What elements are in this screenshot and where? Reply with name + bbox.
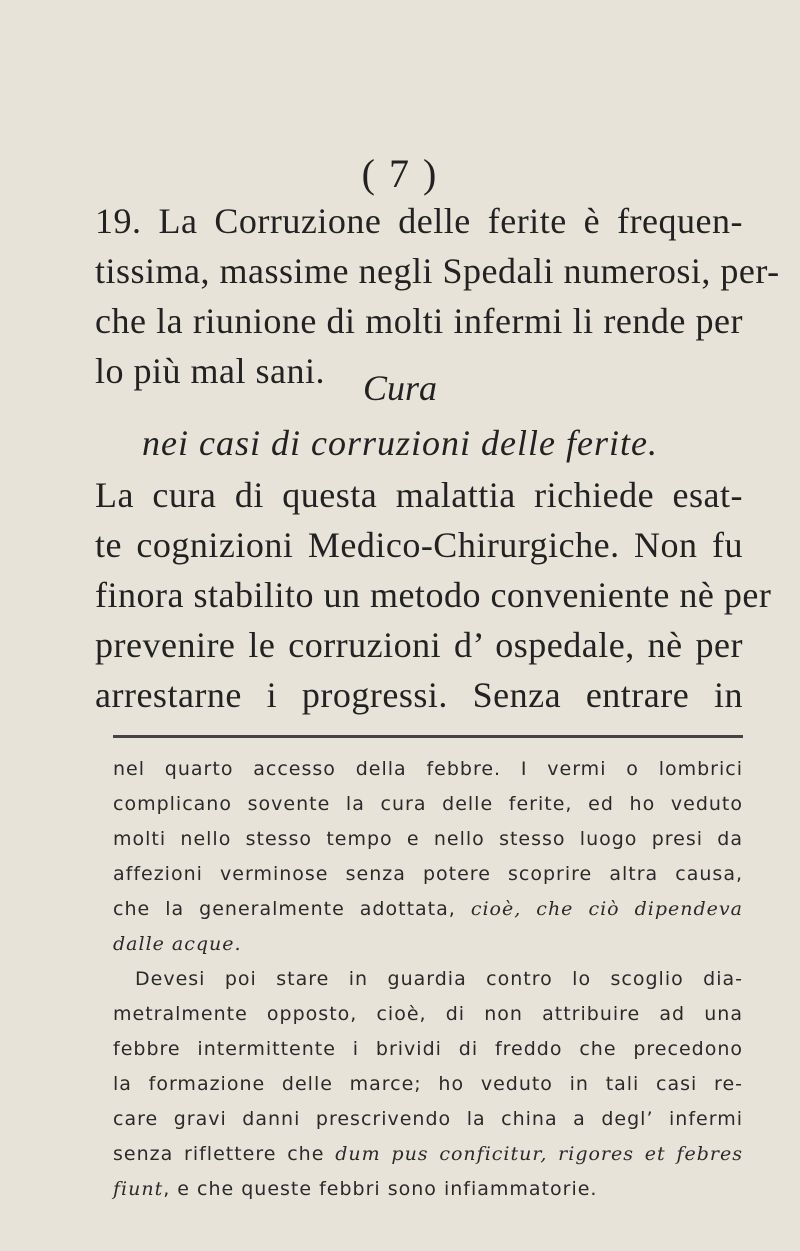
- footnote-text: che la generalmente adottata,: [113, 898, 471, 920]
- section-title: Cura: [362, 368, 438, 408]
- footnote-line: metralmente opposto, cioè, di non attribuire ad una: [113, 1003, 743, 1025]
- footnote-italic-text: fiunt: [113, 1178, 164, 1200]
- footnote-line: complicano sovente la cura delle ferite, ed ho veduto: [113, 793, 743, 815]
- footnote-line: Devesi poi stare in guardia contro lo scoglio dia-: [135, 968, 743, 990]
- paragraph-2: [95, 470, 772, 720]
- footnote-text: senza riflettere che: [113, 1143, 336, 1165]
- footnote-line: [113, 892, 743, 927]
- section-subtitle: nei casi di corruzioni delle ferite.: [142, 423, 658, 463]
- text-line: prevenire le corruzioni d’ ospedale, nè per: [95, 625, 743, 665]
- footnote-line: [113, 1172, 743, 1207]
- footnote-line: molti nello stesso tempo e nello stesso luogo presi da: [113, 828, 743, 850]
- footnote-line: care gravi danni prescrivendo la china a degl’ infermi: [113, 1108, 743, 1130]
- page-number: ( 7 ): [361, 151, 439, 196]
- footnote-italic-text: dum pus conficitur, rigores et febres: [335, 1143, 743, 1165]
- footnote-text: , e che queste febbri sono infiammatorie.: [163, 1178, 598, 1200]
- footnote-line: febbre intermittente i brividi di freddo che precedono: [113, 1038, 743, 1060]
- text-line: 19. La Corruzione delle ferite è frequen-: [95, 201, 743, 241]
- text-line: La cura di questa malattia richiede esat-: [95, 475, 743, 515]
- text-line: finora stabilito un metodo conveniente nè per: [95, 575, 772, 615]
- footnote-divider: [113, 735, 743, 738]
- text-line: che la riunione di molti infermi li rende per: [95, 301, 743, 341]
- footnote-line: affezioni verminose senza potere scoprire altra causa,: [113, 863, 743, 885]
- text-line: lo più mal sani.: [95, 351, 325, 391]
- footnote: [113, 752, 743, 1207]
- text-line: arrestarne i progressi. Senza entrare in: [95, 675, 743, 715]
- text-line: tissima, massime negli Spedali numerosi, per-: [95, 251, 780, 291]
- text-line: te cognizioni Medico-Chirurgiche. Non fu: [95, 525, 743, 565]
- footnote-italic-text: cioè, che ciò dipendeva: [470, 898, 743, 920]
- footnote-line: [113, 1137, 743, 1172]
- paragraph-1: [95, 196, 780, 396]
- footnote-line: nel quarto accesso della febbre. I vermi o lombrici: [113, 758, 743, 780]
- footnote-line: la formazione delle marce; ho veduto in tali casi re-: [113, 1073, 743, 1095]
- footnote-line: dalle acque.: [113, 933, 242, 955]
